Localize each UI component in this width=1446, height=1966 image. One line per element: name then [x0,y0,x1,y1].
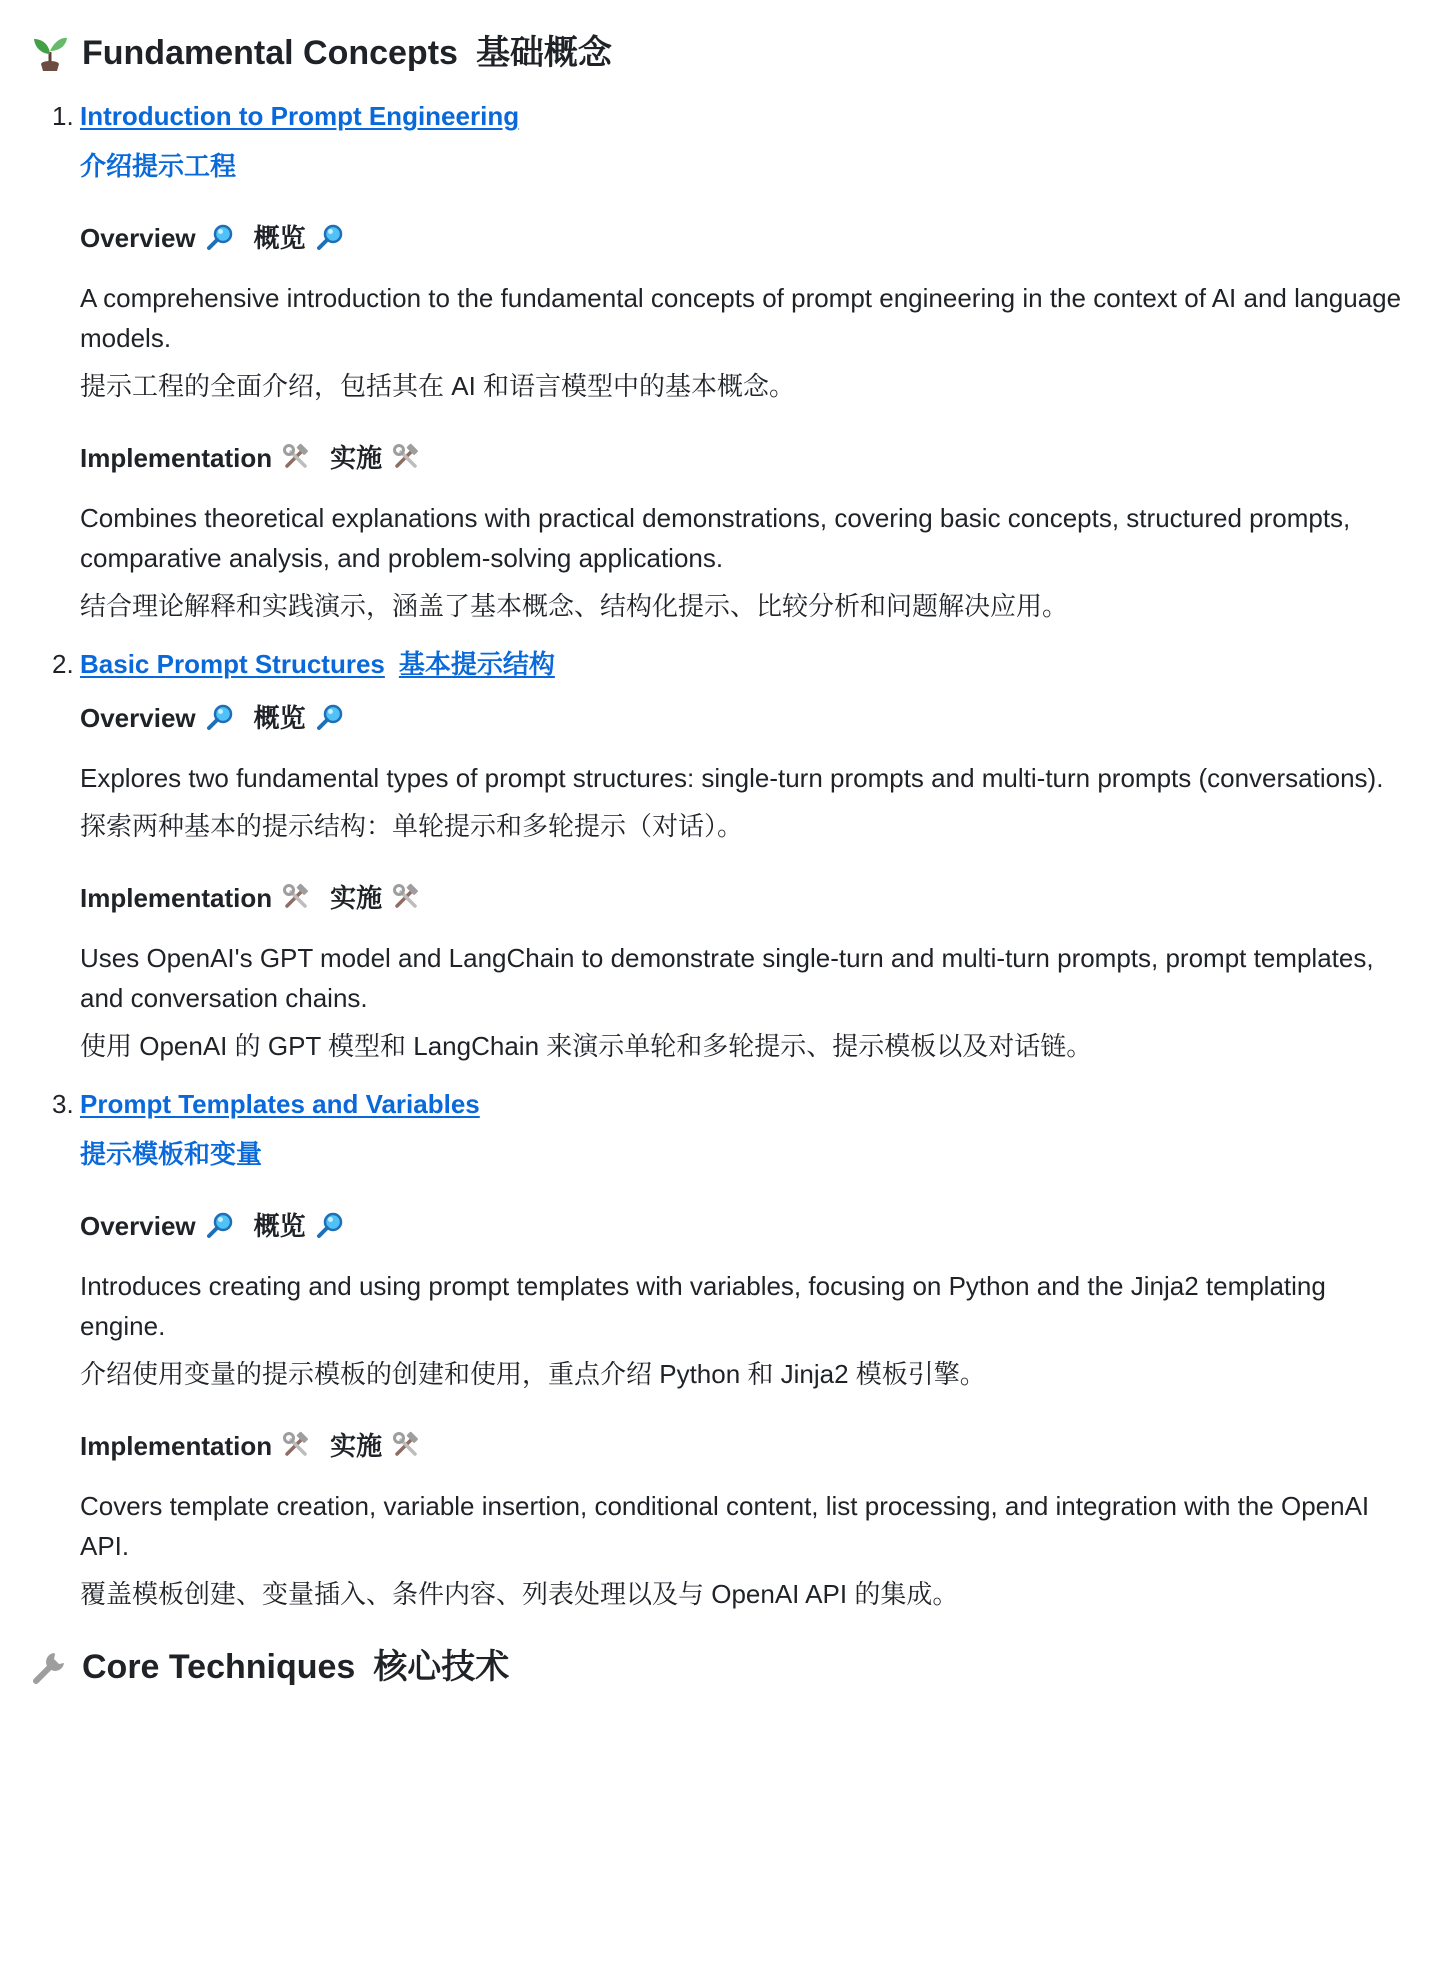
magnifier-icon [316,1211,346,1241]
section-title-zh: 基础概念 [475,34,612,72]
topic-link-basic-prompt-structures[interactable] [80,649,555,679]
implementation-heading [80,438,1416,478]
topic-link-prompt-templates-and-variables[interactable]: Prompt Templates and Variables [80,1089,480,1119]
overview-text-zh: 介绍使用变量的提示模板的创建和使用，重点介绍 Python 和 Jinja2 模板引擎。 [80,1359,986,1389]
list-number: 3. [52,1089,74,1119]
hammer-wrench-icon [282,883,312,913]
implementation-heading [80,878,1416,918]
hammer-wrench-icon [282,1431,312,1461]
section-heading-fundamental-concepts [30,30,1416,76]
implementation-label-en: Implementation [80,443,273,473]
overview-text-zh: 提示工程的全面介绍，包括其在 AI 和语言模型中的基本概念。 [80,371,796,401]
implementation-label-zh: 实施 [330,883,383,913]
overview-heading [80,698,1416,738]
section-title-zh: 核心技术 [373,1648,510,1686]
topic-title-zh: 介绍提示工程 [80,151,237,181]
implementation-text-zh: 使用 OpenAI 的 GPT 模型和 LangChain 来演示单轮和多轮提示、提示模板以及对话链。 [80,1031,1093,1061]
hammer-wrench-icon [282,443,312,473]
overview-label-en: Overview [80,703,196,733]
overview-heading [80,218,1416,258]
topic-title [80,1084,1416,1174]
topic-title [80,96,1416,186]
list-item [52,1084,1416,1614]
implementation-label-zh: 实施 [330,1431,383,1461]
topic-title-en: Basic Prompt Structures [80,649,385,679]
magnifier-icon [206,1211,236,1241]
overview-text-zh: 探索两种基本的提示结构：单轮提示和多轮提示（对话）。 [80,811,744,841]
overview-label-zh: 概览 [253,1211,306,1241]
implementation-text-en: Combines theoretical explanations with practical demonstrations, covering basic concepts, structured prompts, comparative analysis, and problem-solving applications. [80,503,1351,573]
list-item [52,644,1416,1066]
hammer-wrench-icon [392,1431,422,1461]
hammer-wrench-icon [392,883,422,913]
overview-text-en: A comprehensive introduction to the fundamental concepts of prompt engineering in the context of AI and language models. [80,283,1402,353]
list-number: 2. [52,649,74,679]
magnifier-icon [206,703,236,733]
overview-text-en: Introduces creating and using prompt templates with variables, focusing on Python and the Jinja2 templating engine. [80,1271,1326,1341]
overview-label-zh: 概览 [253,223,306,253]
seedling-icon [30,33,70,73]
overview-label-zh: 概览 [253,703,306,733]
hammer-wrench-icon [392,443,422,473]
implementation-text-en: Covers template creation, variable insertion, conditional content, list processing, and integration with the OpenAI API. [80,1491,1370,1561]
magnifier-icon [316,703,346,733]
overview-label-en: Overview [80,1211,196,1241]
overview-heading [80,1206,1416,1246]
implementation-label-en: Implementation [80,883,273,913]
topic-link-introduction-to-prompt-engineering[interactable]: Introduction to Prompt Engineering [80,101,520,131]
implementation-text-zh: 结合理论解释和实践演示，涵盖了基本概念、结构化提示、比较分析和问题解决应用。 [80,591,1069,621]
section-title-en: Fundamental Concepts [82,34,458,72]
topic-title [80,644,1416,684]
implementation-text-zh: 覆盖模板创建、变量插入、条件内容、列表处理以及与 OpenAI API 的集成。 [80,1579,959,1609]
implementation-label-en: Implementation [80,1431,273,1461]
implementation-label-zh: 实施 [330,443,383,473]
topic-title-zh: 提示模板和变量 [80,1139,263,1169]
overview-label-en: Overview [80,223,196,253]
implementation-heading [80,1426,1416,1466]
topic-title-zh: 基本提示结构 [398,649,555,679]
wrench-icon [30,1647,70,1687]
magnifier-icon [316,223,346,253]
implementation-text-en: Uses OpenAI's GPT model and LangChain to demonstrate single-turn and multi-turn prompts, prompt templates, and conversation chains. [80,943,1374,1013]
magnifier-icon [206,223,236,253]
topic-list [30,96,1416,1614]
section-title-en: Core Techniques [82,1648,356,1686]
overview-text-en: Explores two fundamental types of prompt structures: single-turn prompts and multi-turn prompts (conversations). [80,763,1384,793]
list-item [52,96,1416,626]
list-number: 1. [52,101,74,131]
section-heading-core-techniques [30,1644,1416,1690]
